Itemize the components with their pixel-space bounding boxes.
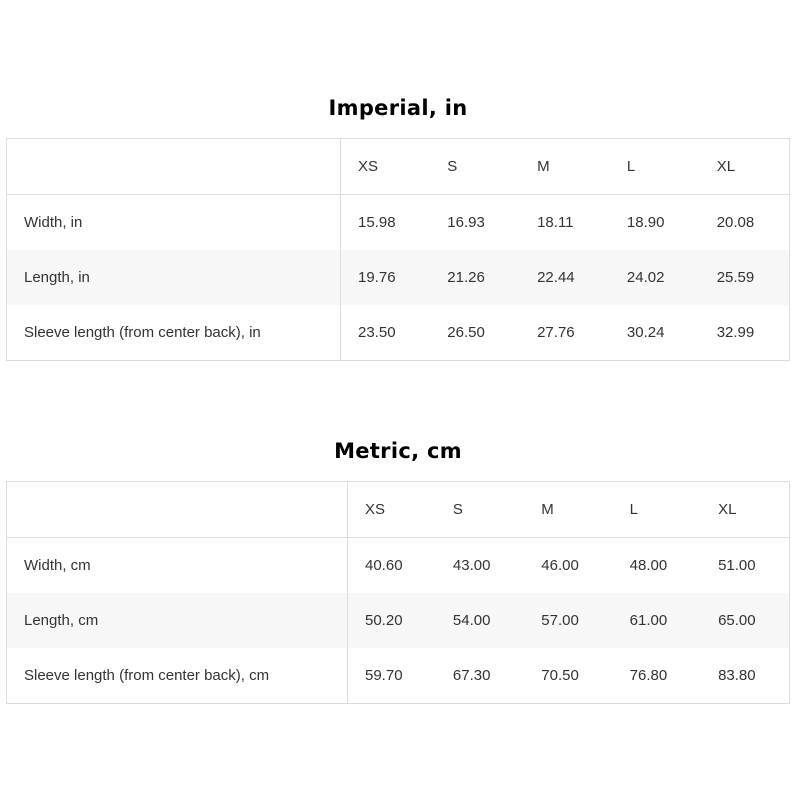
table-cell: 40.60 (365, 557, 403, 574)
table-row (7, 648, 790, 704)
table-cell: 61.00 (629, 612, 668, 629)
table-cell: 25.59 (716, 269, 755, 286)
table-cell: 43.00 (452, 557, 491, 574)
size-header-m: M (537, 158, 550, 175)
row-label: Sleeve length (from center back), in (7, 305, 341, 361)
table-cell: 15.98 (358, 214, 396, 231)
table-cell: 59.70 (365, 667, 403, 684)
imperial-size-chart (6, 92, 790, 361)
table-cell: 19.76 (358, 269, 396, 286)
table-cell: 30.24 (626, 324, 665, 341)
table-row (7, 593, 790, 648)
table-cell: 76.80 (629, 667, 668, 684)
table-cell: 54.00 (452, 612, 491, 629)
table-cell: 32.99 (716, 324, 755, 341)
table-cell: 26.50 (447, 324, 485, 341)
row-label: Width, in (7, 195, 341, 251)
metric-title: Metric, cm (334, 439, 462, 463)
table-cell: 83.80 (718, 667, 756, 684)
table-cell: 48.00 (629, 557, 668, 574)
table-cell: 51.00 (718, 557, 756, 574)
row-label: Sleeve length (from center back), cm (7, 648, 348, 704)
table-cell: 18.90 (626, 214, 665, 231)
table-cell: 50.20 (365, 612, 403, 629)
table-cell: 22.44 (537, 269, 575, 286)
table-cell: 18.11 (537, 214, 574, 231)
table-cell: 70.50 (541, 667, 579, 684)
metric-size-chart (6, 435, 790, 704)
imperial-size-table (6, 138, 790, 361)
header-label-cell (7, 139, 341, 195)
metric-size-table (6, 481, 790, 704)
table-cell: 57.00 (541, 612, 579, 629)
header-label-cell (7, 482, 348, 538)
size-header-l: L (626, 158, 636, 175)
size-header-s: S (452, 501, 463, 518)
table-cell: 46.00 (541, 557, 579, 574)
size-header-xs: XS (365, 501, 386, 518)
size-header-xs: XS (358, 158, 379, 175)
size-header-xl: XL (716, 158, 736, 175)
table-cell: 21.26 (447, 269, 485, 286)
table-cell: 27.76 (537, 324, 575, 341)
size-header-l: L (629, 501, 639, 518)
row-label: Length, in (7, 250, 341, 305)
table-row (7, 305, 790, 361)
size-header-s: S (447, 158, 458, 175)
table-row (7, 195, 790, 251)
imperial-title: Imperial, in (328, 96, 468, 120)
row-label: Width, cm (7, 538, 348, 594)
size-header-xl: XL (718, 501, 737, 518)
table-cell: 24.02 (626, 269, 665, 286)
table-row (7, 250, 790, 305)
table-cell: 20.08 (716, 214, 755, 231)
row-label: Length, cm (7, 593, 348, 648)
table-cell: 16.93 (447, 214, 485, 231)
table-cell: 23.50 (358, 324, 396, 341)
table-header-row (7, 139, 790, 195)
table-cell: 67.30 (452, 667, 491, 684)
size-header-m: M (541, 501, 554, 518)
table-cell: 65.00 (718, 612, 756, 629)
table-header-row (7, 482, 790, 538)
table-row (7, 538, 790, 594)
